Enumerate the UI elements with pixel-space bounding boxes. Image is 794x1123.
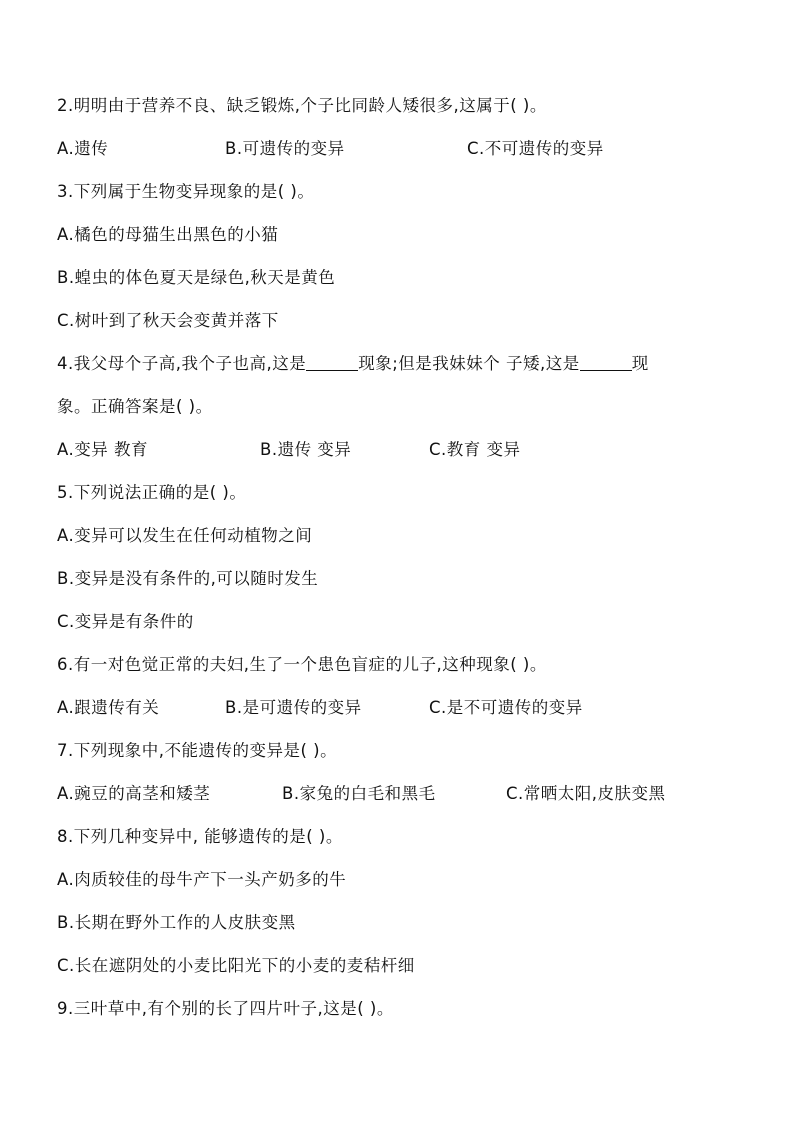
question-8-option-c: C.长在遮阴处的小麦比阳光下的小麦的麦秸杆细	[57, 956, 415, 975]
question-8-stem: 8.下列几种变异中, 能够遗传的是( )。	[57, 827, 343, 846]
question-7-stem: 7.下列现象中,不能遗传的变异是( )。	[57, 741, 338, 760]
question-6-option-c: C.是不可遗传的变异	[429, 698, 583, 717]
question-2-option-c: C.不可遗传的变异	[467, 139, 604, 158]
question-6-option-a: A.跟遗传有关	[57, 698, 160, 717]
question-2-options	[57, 127, 747, 170]
question-7-option-c: C.常晒太阳,皮肤变黑	[506, 784, 666, 803]
question-6-stem: 6.有一对色觉正常的夫妇,生了一个患色盲症的儿子,这种现象( )。	[57, 655, 547, 674]
question-7-option-b: B.家兔的白毛和黑毛	[282, 784, 436, 803]
question-5-option-b: B.变异是没有条件的,可以随时发生	[57, 569, 319, 588]
question-2-option-b: B.可遗传的变异	[225, 139, 345, 158]
question-4-stem-part2: 现象;但是我妹妹个 子矮,这是	[358, 354, 580, 373]
question-8-option-a: A.肉质较佳的母牛产下一头产奶多的牛	[57, 870, 347, 889]
question-7-option-a: A.豌豆的高茎和矮茎	[57, 784, 211, 803]
question-4-blank-1	[306, 350, 358, 371]
question-6-option-b: B.是可遗传的变异	[225, 698, 362, 717]
question-2-stem: 2.明明由于营养不良、缺乏锻炼,个子比同龄人矮很多,这属于( )。	[57, 96, 547, 115]
question-3-option-c: C.树叶到了秋天会变黄并落下	[57, 311, 279, 330]
question-9-stem: 9.三叶草中,有个别的长了四片叶子,这是( )。	[57, 999, 394, 1018]
question-4-option-b: B.遗传 变异	[260, 440, 352, 459]
worksheet-page	[57, 84, 747, 1030]
question-5-option-c: C.变异是有条件的	[57, 612, 194, 631]
question-4-stem-part3: 现	[631, 354, 649, 373]
question-4-stem-part1: 4.我父母个子高,我个子也高,这是	[57, 354, 307, 373]
question-7-options	[57, 772, 747, 815]
question-6-options	[57, 686, 747, 729]
question-3-option-a: A.橘色的母猫生出黑色的小猫	[57, 225, 279, 244]
question-4-option-a: A.变异 教育	[57, 440, 148, 459]
question-5-stem: 5.下列说法正确的是( )。	[57, 483, 247, 502]
question-4-option-c: C.教育 变异	[429, 440, 521, 459]
question-3-stem: 3.下列属于生物变异现象的是( )。	[57, 182, 315, 201]
question-2-option-a: A.遗传	[57, 139, 109, 158]
question-4-blank-2	[580, 350, 632, 371]
question-5-option-a: A.变异可以发生在任何动植物之间	[57, 526, 313, 545]
question-3-option-b: B.蝗虫的体色夏天是绿色,秋天是黄色	[57, 268, 336, 287]
question-4-stem	[57, 342, 747, 385]
question-8-option-b: B.长期在野外工作的人皮肤变黑	[57, 913, 296, 932]
question-4-stem-line2: 象。正确答案是( )。	[57, 397, 213, 416]
question-4-options	[57, 428, 747, 471]
